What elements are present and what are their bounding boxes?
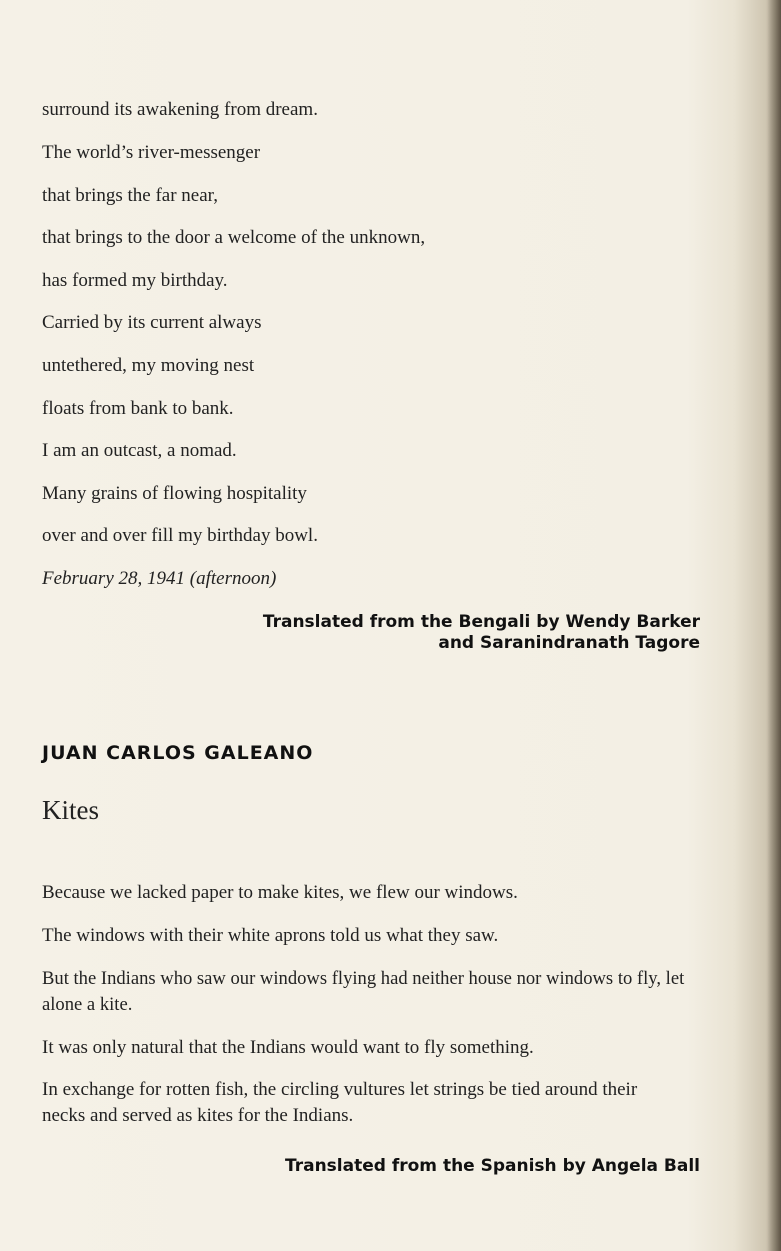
poem-line: The world’s river-messenger bbox=[42, 142, 261, 163]
poem-line: surround its awakening from dream. bbox=[42, 99, 318, 120]
credit-line: and Saranindranath Tagore bbox=[438, 633, 700, 653]
poem-title: Kites bbox=[42, 795, 99, 825]
poem-date: February 28, 1941 (afternoon) bbox=[42, 568, 277, 589]
poem-line: I am an outcast, a nomad. bbox=[42, 440, 237, 461]
poem-paragraph: It was only natural that the Indians would want to fly something. bbox=[42, 1037, 534, 1058]
poem-line: over and over fill my birthday bowl. bbox=[42, 525, 318, 546]
credit-line: Translated from the Bengali by Wendy Barker bbox=[262, 612, 700, 632]
poem-line: Many grains of flowing hospitality bbox=[42, 483, 307, 504]
translator-credit bbox=[263, 612, 700, 654]
page-edge bbox=[767, 0, 781, 1251]
poem-line: floats from bank to bank. bbox=[42, 398, 234, 419]
poem-line: that brings to the door a welcome of the unknown, bbox=[42, 227, 426, 248]
poem-line: Carried by its current always bbox=[42, 312, 262, 333]
translator-credit: Translated from the Spanish by Angela Ball bbox=[285, 1156, 700, 1176]
poem-paragraph: Because we lacked paper to make kites, we flew our windows. bbox=[42, 882, 518, 903]
poem-line: that brings the far near, bbox=[42, 185, 218, 206]
author-name: JUAN CARLOS GALEANO bbox=[42, 742, 314, 764]
poem-paragraph: But the Indians who saw our windows flying had neither house nor windows to fly, let alone a kite. bbox=[42, 968, 685, 1015]
poem-paragraph: In exchange for rotten fish, the circling vultures let strings be tied around their necks and served as kites for the Indians. bbox=[42, 1079, 638, 1126]
poem-line: untethered, my moving nest bbox=[42, 355, 255, 376]
poem-paragraph: The windows with their white aprons told us what they saw. bbox=[42, 925, 499, 946]
poem-line: has formed my birthday. bbox=[42, 270, 228, 291]
